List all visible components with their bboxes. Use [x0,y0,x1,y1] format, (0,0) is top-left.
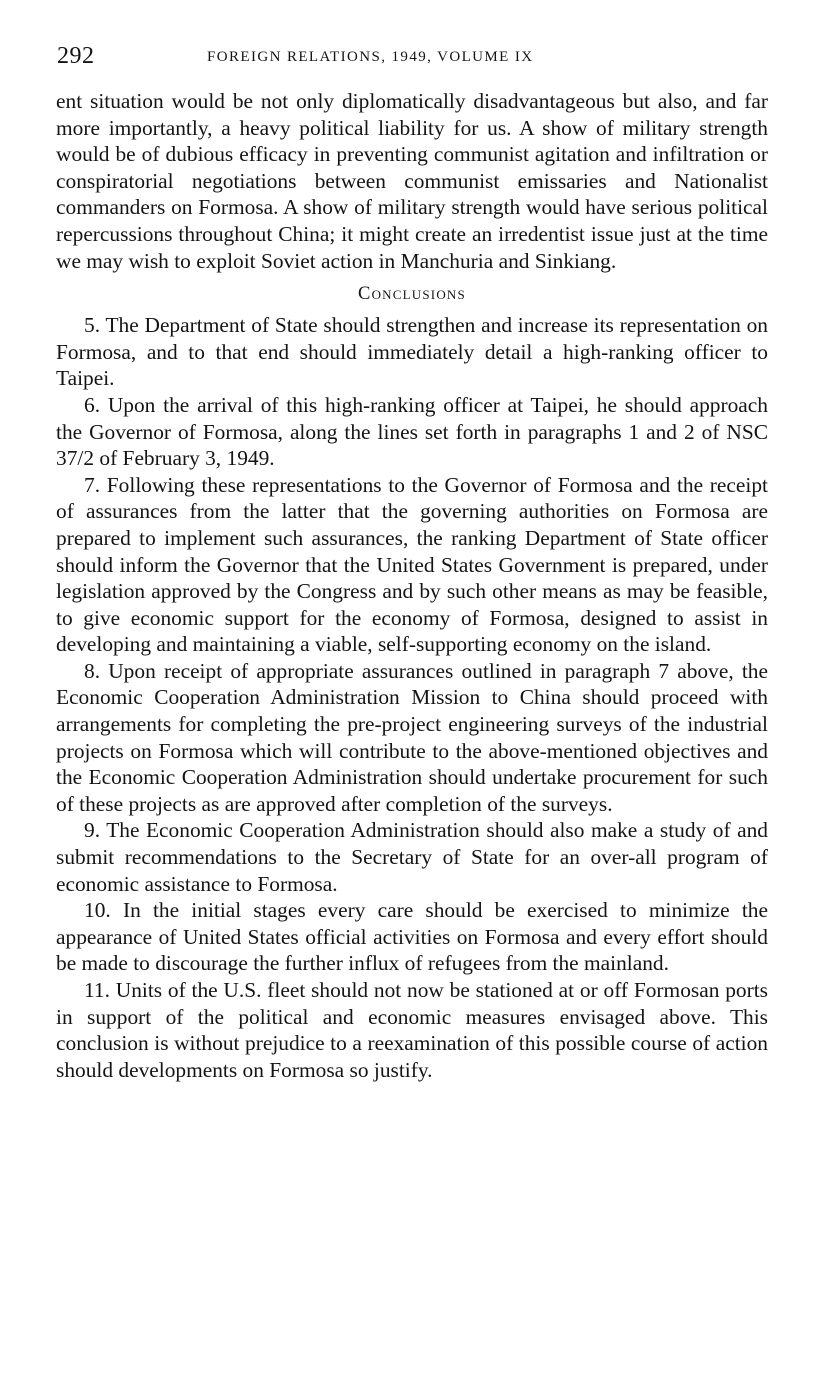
section-heading: Conclusions [358,284,466,305]
paragraph-number: 8. [84,658,101,683]
conclusion-paragraph-10 [56,897,768,977]
conclusion-paragraph-6 [56,392,768,472]
paragraph-number: 11. [84,978,110,1002]
conclusion-paragraph-5 [56,312,768,392]
paragraph-text: Upon receipt of appropriate assurances outlined in paragraph 7 above, the Economic Cooperation Administration Mission to China should proceed with arrangements for completing the pre-project engineering surveys of the industrial projects on Formosa which will contribute to the above-mentioned objectives and the Economic Cooperation Administration should undertake procurement for such of these projects as are approved after completion of the surveys. [56,658,768,816]
paragraph-text: The Economic Cooperation Administration should also make a study of and submit recommendations to the Secretary of State for an over-all program of economic assistance to Formosa. [56,818,768,896]
body-text [56,88,768,1083]
running-title: FOREIGN RELATIONS, 1949, VOLUME IX [207,49,534,65]
conclusion-paragraph-7 [56,472,768,658]
opening-paragraph: ent situation would be not only diplomatically disadvantageous but also, and far more importantly, a heavy political liability for us. A show of military strength would be of dubious efficacy in preventing communist agitation and infiltration or conspiratorial negotiations between communist emissaries and Nationalist commanders on Formosa. A show of military strength would have serious political repercussions throughout China; it might create an irredentist issue just at the time we may wish to exploit Soviet action in Manchuria and Sinkiang. [56,89,768,273]
paragraph-number: 10. [84,898,111,923]
conclusion-paragraph-11 [56,977,768,1083]
conclusion-paragraph-8 [56,658,768,818]
paragraph-number: 7. [84,472,101,497]
paragraph-number: 9. [84,818,101,843]
paragraph-text: Units of the U.S. fleet should not now be stationed at or off Formosan ports in support of the political and economic measures envisaged above. This conclusion is without prejudice to a reexamination of this possible course of action should developments on Formosa so justify. [56,978,768,1082]
paragraph-text: In the initial stages every care should be exercised to minimize the appearance of United States official activities on Formosa and every effort should be made to discourage the further influx of refugees from the mainland. [56,898,768,976]
conclusion-paragraph-9 [56,817,768,897]
page-number: 292 [57,43,95,69]
paragraph-text: Upon the arrival of this high-ranking officer at Taipei, he should approach the Governor of Formosa, along the lines set forth in paragraphs 1 and 2 of NSC 37/2 of February 3, 1949. [56,392,768,471]
paragraph-number: 5. [84,313,101,338]
paragraph-text: The Department of State should strengthen and increase its representation on Formosa, and to that end should immediately detail a high-ranking officer to Taipei. [56,313,768,391]
paragraph-number: 6. [84,392,101,417]
paragraph-text: Following these representations to the Governor of Formosa and the receipt of assurances from the latter that the governing authorities on Formosa are prepared to implement such assurances, the ranking Department of State officer should inform the Governor that the United States Government is prepared, under legislation approved by the Congress and by such other means as may be feasible, to give economic support for the economy of Formosa, designed to assist in developing and maintaining a viable, self-supporting economy on the island. [56,472,768,657]
running-header [57,40,769,72]
